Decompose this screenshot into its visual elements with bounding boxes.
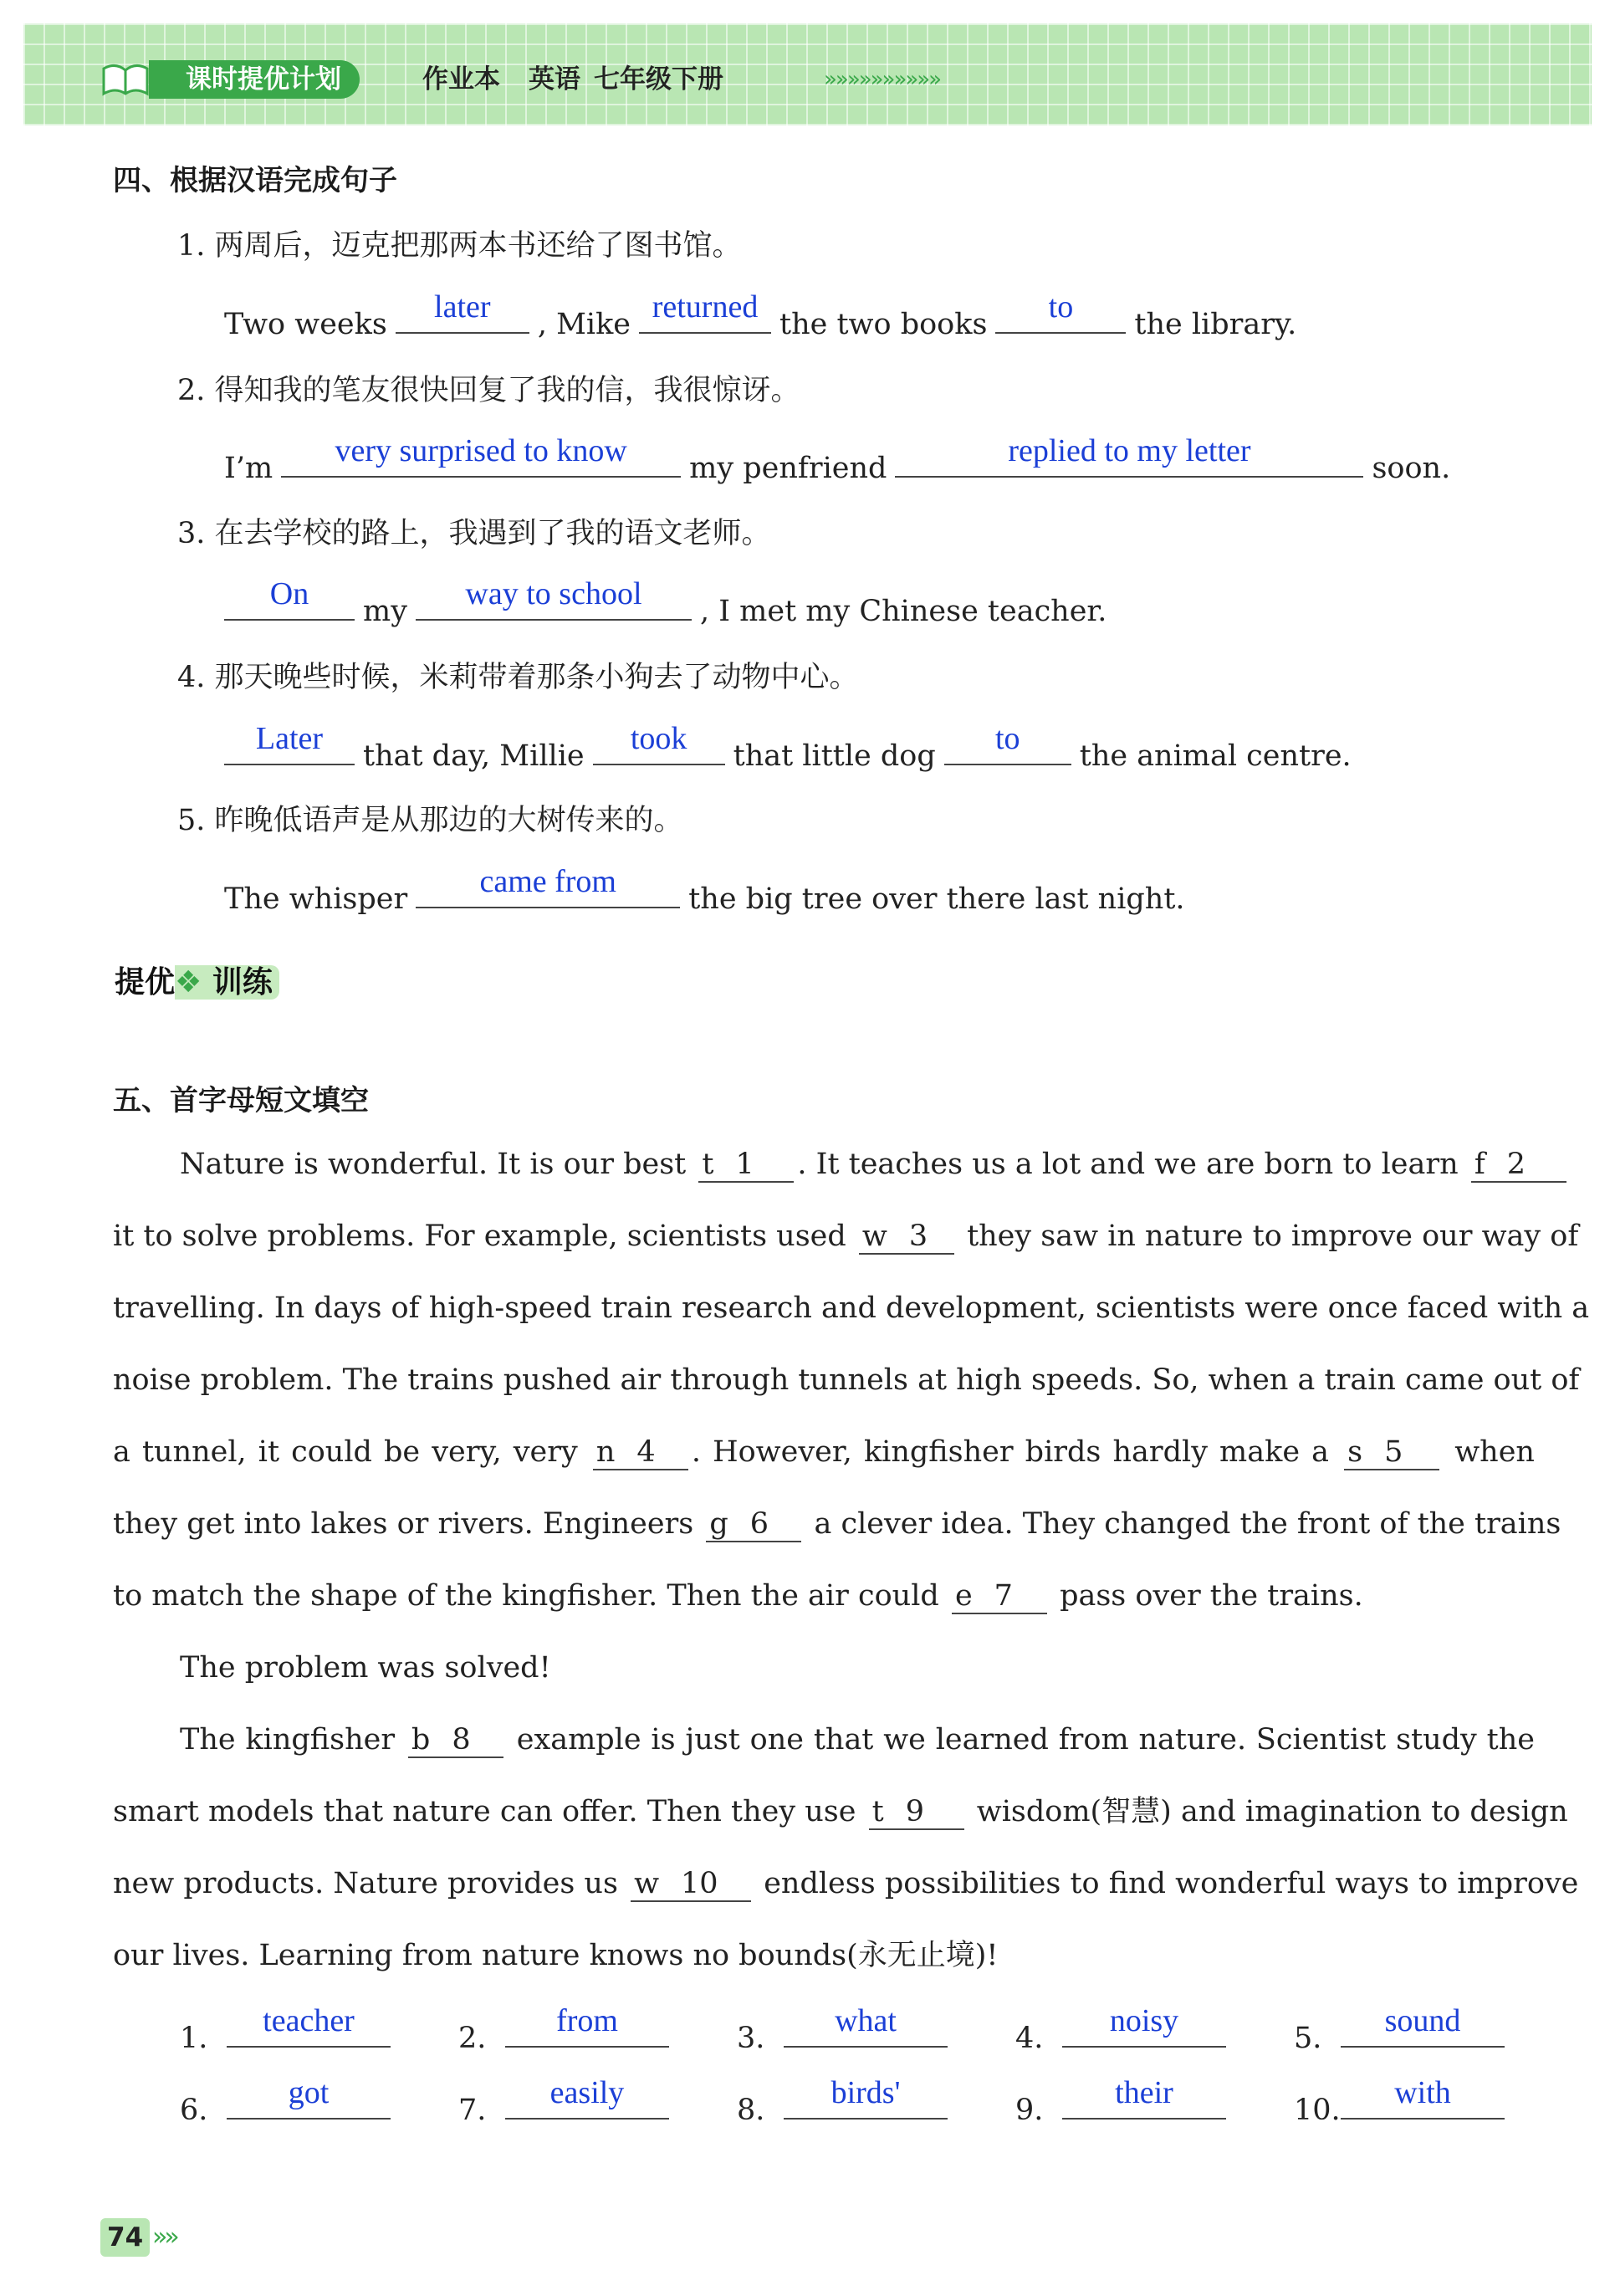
item-number: 3. — [177, 517, 206, 550]
answer-blank[interactable] — [784, 2003, 948, 2048]
answer-blank[interactable] — [224, 721, 355, 765]
passage-line-4: noise problem. The trains pushed air through tunnels at high speeds. So, when a train came out of — [113, 1363, 1580, 1397]
answer-cell — [180, 2003, 456, 2058]
answer-text: from — [556, 2003, 618, 2038]
passage-text: Nature is wonderful. It is our best — [180, 1148, 687, 1181]
passage-blank-6 — [706, 1507, 801, 1542]
blank-number: 8 — [452, 1723, 471, 1757]
passage-blank-7 — [952, 1579, 1047, 1614]
passage-blank-3 — [859, 1220, 954, 1255]
tiyou-part2: 训练 — [212, 965, 273, 1000]
answer-text: noisy — [1109, 2003, 1179, 2038]
sentence-text: that little dog — [733, 739, 936, 773]
answer-number: 2. — [458, 2022, 487, 2055]
item-number: 1. — [177, 229, 206, 263]
sentence-text: my — [363, 595, 407, 628]
item-1-english — [224, 289, 1615, 345]
answer-blank[interactable] — [944, 721, 1071, 765]
blank-letter: e — [954, 1579, 973, 1613]
sentence-text: the library. — [1134, 308, 1297, 341]
answer-text: took — [630, 721, 687, 756]
blank-number: 6 — [749, 1507, 769, 1541]
sentence-text: The whisper — [224, 882, 408, 916]
passage-text: new products. Nature provides us — [113, 1867, 618, 1900]
answer-cell — [1294, 2003, 1570, 2058]
answer-blank[interactable] — [1341, 2075, 1505, 2120]
passage-line-10 — [113, 1792, 1568, 1832]
book-info — [422, 60, 723, 99]
answer-number: 9. — [1015, 2094, 1044, 2127]
blank-number: 1 — [735, 1148, 754, 1181]
blank-number: 9 — [905, 1795, 924, 1828]
chinese-sentence: 在去学校的路上，我遇到了我的语文老师。 — [214, 517, 771, 550]
answer-blank[interactable] — [224, 576, 355, 621]
chinese-sentence: 两周后，迈克把那两本书还给了图书馆。 — [214, 229, 742, 263]
answer-text: replied to my letter — [1008, 433, 1251, 468]
header-arrows: »»»»»»»»»» — [824, 67, 941, 92]
blank-letter: s — [1347, 1435, 1363, 1469]
blank-letter: t — [702, 1148, 714, 1181]
passage-blank-10 — [631, 1867, 751, 1902]
sentence-text: , I met my Chinese teacher. — [699, 595, 1107, 628]
item-number: 4. — [177, 661, 206, 694]
sentence-text: soon. — [1372, 452, 1451, 485]
passage-text: endless possibilities to find wonderful ways to improve — [764, 1867, 1579, 1900]
answer-number: 6. — [180, 2094, 208, 2127]
passage-text: a clever idea. They changed the front of the trains — [814, 1507, 1561, 1541]
item-3-english — [224, 576, 1615, 632]
answer-cell — [1294, 2075, 1570, 2130]
answer-text: with — [1394, 2075, 1451, 2110]
brand-label: 课时提优计划 — [149, 60, 360, 99]
answer-text: returned — [652, 289, 759, 325]
passage-blank-9 — [869, 1795, 964, 1830]
answer-blank[interactable] — [593, 721, 725, 765]
sentence-text: the big tree over there last night. — [688, 882, 1185, 916]
answer-text: very surprised to know — [335, 433, 627, 468]
answer-cell — [458, 2003, 734, 2058]
passage-text: to match the shape of the kingfisher. Then the air could — [113, 1579, 939, 1613]
answer-blank[interactable] — [784, 2075, 948, 2120]
answer-blank[interactable] — [227, 2075, 391, 2120]
passage-text: The kingfisher — [180, 1723, 396, 1757]
passage-line-8: The problem was solved! — [180, 1651, 551, 1685]
passage-line-7 — [113, 1576, 1535, 1616]
answer-number: 3. — [737, 2022, 765, 2055]
passage-text: it to solve problems. For example, scientists used — [113, 1220, 846, 1253]
item-3-chinese — [177, 514, 1599, 554]
answer-cell — [737, 2003, 1013, 2058]
passage-line-11 — [113, 1864, 1579, 1904]
answer-number: 1. — [180, 2022, 208, 2055]
answer-blank[interactable] — [505, 2003, 669, 2048]
section-5-title: 五、首字母短文填空 — [113, 1084, 369, 1117]
blank-number: 7 — [994, 1579, 1013, 1613]
answer-cell — [458, 2075, 734, 2130]
answer-number: 4. — [1015, 2022, 1044, 2055]
blank-letter: n — [595, 1435, 616, 1469]
answer-blank[interactable] — [639, 289, 771, 334]
passage-blank-4 — [593, 1435, 688, 1470]
open-book-icon — [100, 60, 151, 97]
sentence-text: the two books — [779, 308, 988, 341]
passage-blank-1 — [698, 1148, 794, 1183]
item-number: 2. — [177, 374, 206, 407]
sentence-text: that day, Millie — [363, 739, 585, 773]
blank-letter: f — [1474, 1148, 1485, 1181]
answer-text: easily — [549, 2075, 625, 2110]
sentence-text: , Mike — [537, 308, 631, 341]
answer-blank[interactable] — [416, 576, 692, 621]
blank-number: 3 — [908, 1220, 928, 1253]
passage-text: wisdom(智慧) and imagination to design — [976, 1795, 1568, 1828]
passage-text: example is just one that we learned from nature. Scientist study the — [516, 1723, 1535, 1757]
book-type: 作业本 — [422, 64, 500, 95]
answer-number: 5. — [1294, 2022, 1322, 2055]
answer-blank[interactable] — [1062, 2075, 1226, 2120]
answer-cell — [180, 2075, 456, 2130]
answer-text: to — [1048, 289, 1074, 325]
answer-text: way to school — [465, 576, 642, 611]
section-4-title: 四、根据汉语完成句子 — [113, 164, 397, 197]
answer-number: 8. — [737, 2094, 765, 2127]
item-number: 5. — [177, 804, 206, 837]
answer-blank[interactable] — [416, 864, 680, 908]
answer-text: came from — [479, 864, 616, 899]
passage-text: . It teaches us a lot and we are born to learn — [797, 1148, 1459, 1181]
sentence-text: I’m — [224, 452, 273, 485]
page-arrows: »» — [152, 2222, 176, 2252]
passage-line-6 — [113, 1504, 1561, 1544]
item-5-english — [224, 864, 1615, 919]
passage-blank-8 — [408, 1723, 503, 1758]
tiyou-training-label: 提优❖ 训练 — [115, 960, 279, 1005]
answer-text: later — [434, 289, 491, 325]
chinese-sentence: 昨晚低语声是从那边的大树传来的。 — [214, 804, 683, 837]
blank-letter: w — [634, 1867, 660, 1900]
item-5-chinese — [177, 800, 1599, 841]
passage-text: they saw in nature to improve our way of — [967, 1220, 1579, 1253]
item-2-chinese — [177, 371, 1599, 411]
blank-letter: t — [871, 1795, 884, 1828]
answer-blank[interactable] — [505, 2075, 669, 2120]
answer-text: sound — [1384, 2003, 1461, 2038]
answer-blank[interactable] — [396, 289, 529, 334]
answer-cell — [1015, 2075, 1291, 2130]
sentence-text: the animal centre. — [1079, 739, 1352, 773]
grade: 七年级下册 — [594, 64, 723, 95]
blank-number: 4 — [636, 1435, 656, 1469]
page-number: 74 — [100, 2218, 150, 2257]
tiyou-part1: 提优 — [115, 965, 176, 1000]
chinese-sentence: 得知我的笔友很快回复了我的信，我很惊讶。 — [214, 374, 800, 407]
answer-number: 7. — [458, 2094, 487, 2127]
blank-number: 5 — [1384, 1435, 1403, 1469]
passage-line-1 — [113, 1144, 1535, 1184]
passage-text: smart models that nature can offer. Then they use — [113, 1795, 856, 1828]
answer-blank[interactable] — [995, 289, 1126, 334]
answer-cell — [1015, 2003, 1291, 2058]
passage-text: . However, kingfisher birds hardly make a — [691, 1435, 1329, 1469]
answer-text: got — [288, 2075, 330, 2110]
answer-blank[interactable] — [895, 433, 1363, 478]
answer-text: Later — [255, 721, 324, 756]
subject: 英语 — [529, 64, 580, 95]
passage-text: a tunnel, it could be very, very — [113, 1435, 578, 1469]
item-4-english — [224, 721, 1615, 776]
passage-text: pass over the trains. — [1060, 1579, 1363, 1613]
answer-text: birds' — [830, 2075, 901, 2110]
passage-blank-2 — [1471, 1148, 1566, 1183]
blank-letter: g — [709, 1507, 728, 1541]
answer-number: 10. — [1294, 2094, 1341, 2127]
sentence-text: my penfriend — [689, 452, 887, 485]
item-1-chinese — [177, 226, 1599, 266]
blank-number: 2 — [1506, 1148, 1526, 1181]
blank-letter: b — [411, 1723, 431, 1757]
answer-cell — [737, 2075, 1013, 2130]
blank-letter: w — [861, 1220, 887, 1253]
chinese-sentence: 那天晚些时候，米莉带着那条小狗去了动物中心。 — [214, 661, 859, 694]
answer-blank[interactable] — [281, 433, 681, 478]
sentence-text: Two weeks — [224, 308, 387, 341]
answer-blank[interactable] — [1062, 2003, 1226, 2048]
passage-line-2 — [113, 1216, 1579, 1256]
answer-blank[interactable] — [227, 2003, 391, 2048]
answer-text: what — [835, 2003, 897, 2038]
blank-number: 10 — [681, 1867, 718, 1900]
answer-text: teacher — [263, 2003, 355, 2038]
passage-line-9 — [113, 1720, 1535, 1760]
item-2-english — [224, 433, 1615, 488]
item-4-chinese — [177, 657, 1599, 698]
answer-blank[interactable] — [1341, 2003, 1505, 2048]
passage-line-5 — [113, 1432, 1535, 1472]
answer-text: On — [269, 576, 309, 611]
passage-text: when — [1454, 1435, 1535, 1469]
passage-text: they get into lakes or rivers. Engineers — [113, 1507, 694, 1541]
answer-text: their — [1115, 2075, 1173, 2110]
passage-line-3: travelling. In days of high-speed train research and development, scientists were once faced with a — [113, 1291, 1590, 1325]
passage-blank-5 — [1344, 1435, 1439, 1470]
passage-line-12: our lives. Learning from nature knows no bounds(永无止境)! — [113, 1939, 999, 1972]
answer-text: to — [994, 721, 1020, 756]
